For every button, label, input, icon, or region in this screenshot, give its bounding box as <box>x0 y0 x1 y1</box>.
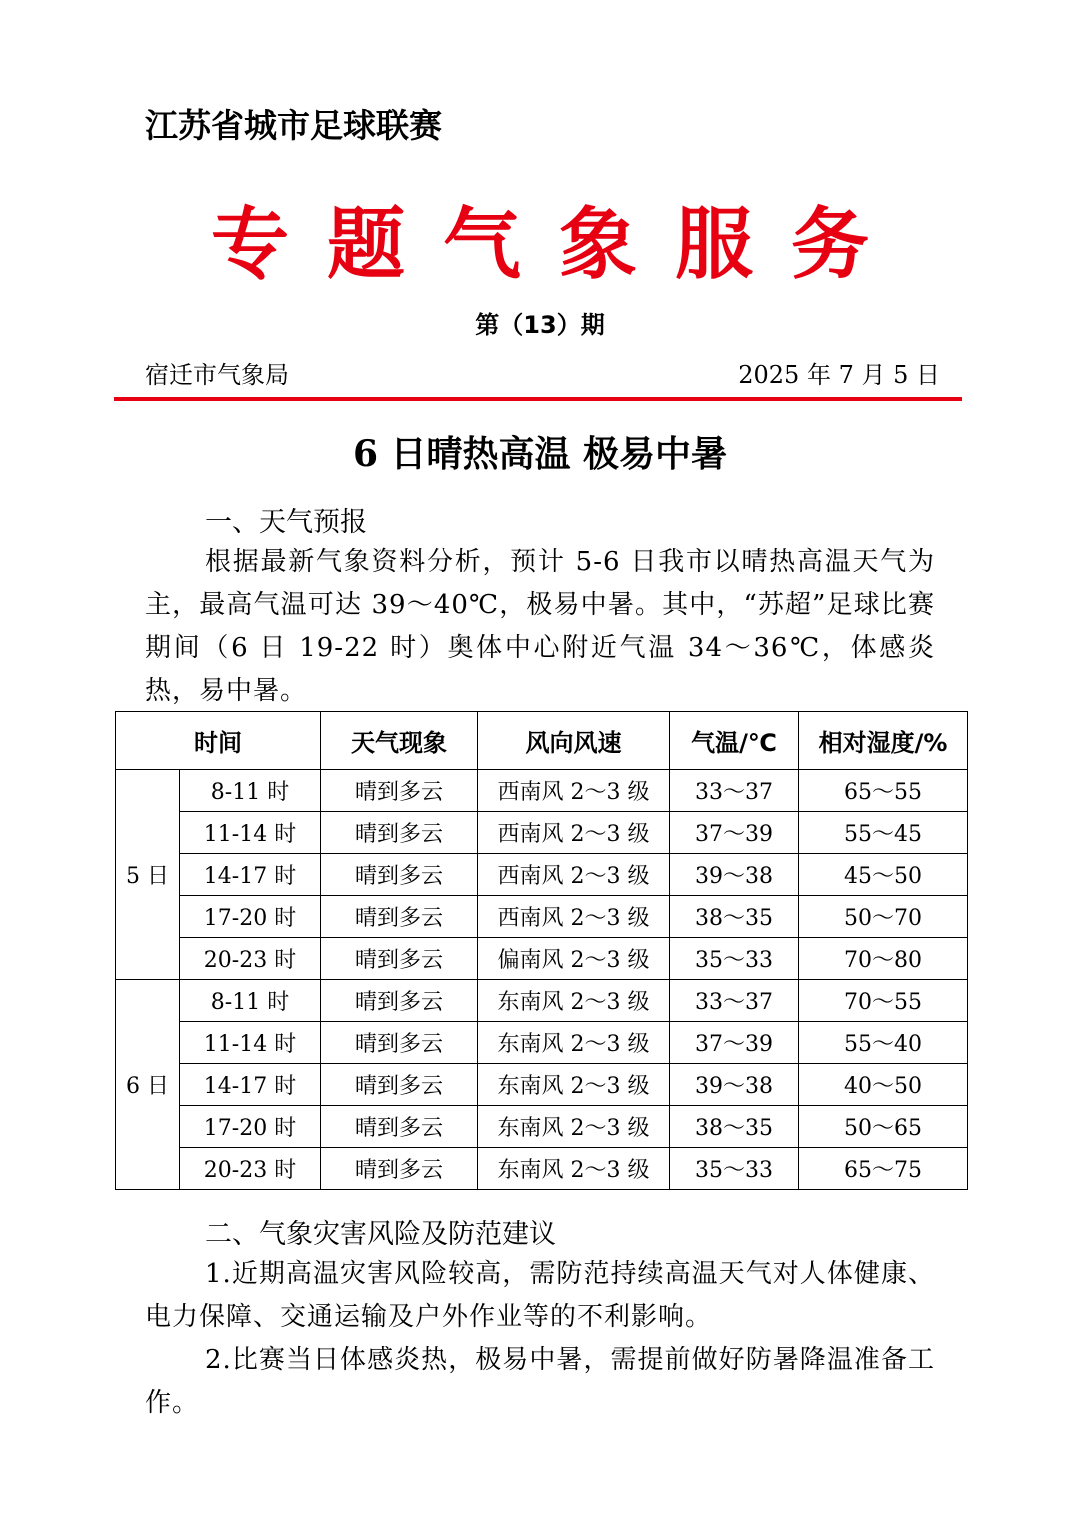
humidity-cell: 50～70 <box>799 896 968 938</box>
temperature-cell: 35～33 <box>670 1148 799 1190</box>
table-row <box>116 1022 968 1064</box>
issue-number: 第（13）期 <box>475 311 605 339</box>
humidity-cell: 70～55 <box>799 980 968 1022</box>
humidity-cell: 55～40 <box>799 1022 968 1064</box>
weather-cell: 晴到多云 <box>321 812 478 854</box>
weather-cell: 晴到多云 <box>321 896 478 938</box>
section-heading-risk: 二、气象灾害风险及防范建议 <box>205 1219 556 1250</box>
table-row <box>116 770 968 812</box>
wind-cell: 东南风 2～3 级 <box>478 1106 670 1148</box>
advice-item-2: 2.比赛当日体感炎热，极易中暑，需提前做好防暑降温准备工作。 <box>145 1345 935 1418</box>
temperature-cell: 37～39 <box>670 1022 799 1064</box>
temperature-cell: 39～38 <box>670 854 799 896</box>
weather-cell: 晴到多云 <box>321 854 478 896</box>
humidity-cell: 40～50 <box>799 1064 968 1106</box>
table-row <box>116 980 968 1022</box>
section-heading-forecast: 一、天气预报 <box>205 507 367 538</box>
temperature-cell: 39～38 <box>670 1064 799 1106</box>
humidity-cell: 70～80 <box>799 938 968 980</box>
weather-cell: 晴到多云 <box>321 1022 478 1064</box>
day-cell: 6 日 <box>116 980 180 1190</box>
wind-cell: 东南风 2～3 级 <box>478 1064 670 1106</box>
table-header-row <box>116 712 968 770</box>
temperature-cell: 33～37 <box>670 980 799 1022</box>
table-row <box>116 854 968 896</box>
document-title: 6 日晴热高温 极易中暑 <box>352 433 728 475</box>
forecast-table <box>115 711 968 1190</box>
wind-cell: 东南风 2～3 级 <box>478 980 670 1022</box>
time-cell: 14-17 时 <box>180 1064 321 1106</box>
weather-cell: 晴到多云 <box>321 1064 478 1106</box>
issue-date: 2025 年 7 月 5 日 <box>738 361 940 389</box>
league-name: 江苏省城市足球联赛 <box>145 106 442 145</box>
table-row <box>116 1148 968 1190</box>
temperature-cell: 35～33 <box>670 938 799 980</box>
time-cell: 8-11 时 <box>180 770 321 812</box>
issuing-bureau: 宿迁市气象局 <box>145 361 289 389</box>
wind-cell: 偏南风 2～3 级 <box>478 938 670 980</box>
table-row <box>116 896 968 938</box>
wind-cell: 东南风 2～3 级 <box>478 1022 670 1064</box>
time-cell: 14-17 时 <box>180 854 321 896</box>
weather-cell: 晴到多云 <box>321 1148 478 1190</box>
temperature-cell: 37～39 <box>670 812 799 854</box>
advice-item-1: 1.近期高温灾害风险较高，需防范持续高温天气对人体健康、电力保障、交通运输及户外作业等的不利影响。 <box>145 1259 935 1332</box>
header-temperature: 气温/℃ <box>670 712 799 770</box>
header-weather: 天气现象 <box>321 712 478 770</box>
temperature-cell: 38～35 <box>670 1106 799 1148</box>
table-row <box>116 938 968 980</box>
time-cell: 11-14 时 <box>180 1022 321 1064</box>
temperature-cell: 38～35 <box>670 896 799 938</box>
humidity-cell: 45～50 <box>799 854 968 896</box>
header-divider <box>114 397 962 401</box>
bulletin-headline: 专题气象服务 <box>210 200 907 290</box>
weather-cell: 晴到多云 <box>321 980 478 1022</box>
table-row <box>116 812 968 854</box>
day-cell: 5 日 <box>116 770 180 980</box>
wind-cell: 西南风 2～3 级 <box>478 854 670 896</box>
forecast-paragraph: 根据最新气象资料分析，预计 5-6 日我市以晴热高温天气为主，最高气温可达 39～40℃，极易中暑。其中，“苏超”足球比赛期间（6 日 19-22 时）奥体中心附近气温 34～36℃，体感炎热，易中暑。 <box>145 547 935 706</box>
time-cell: 17-20 时 <box>180 1106 321 1148</box>
humidity-cell: 65～55 <box>799 770 968 812</box>
weather-cell: 晴到多云 <box>321 938 478 980</box>
wind-cell: 西南风 2～3 级 <box>478 770 670 812</box>
time-cell: 20-23 时 <box>180 938 321 980</box>
header-time: 时间 <box>116 712 321 770</box>
temperature-cell: 33～37 <box>670 770 799 812</box>
wind-cell: 东南风 2～3 级 <box>478 1148 670 1190</box>
table-row <box>116 1106 968 1148</box>
time-cell: 11-14 时 <box>180 812 321 854</box>
weather-cell: 晴到多云 <box>321 1106 478 1148</box>
humidity-cell: 50～65 <box>799 1106 968 1148</box>
header-wind: 风向风速 <box>478 712 670 770</box>
humidity-cell: 65～75 <box>799 1148 968 1190</box>
time-cell: 20-23 时 <box>180 1148 321 1190</box>
wind-cell: 西南风 2～3 级 <box>478 896 670 938</box>
humidity-cell: 55～45 <box>799 812 968 854</box>
header-humidity: 相对湿度/% <box>799 712 968 770</box>
time-cell: 17-20 时 <box>180 896 321 938</box>
wind-cell: 西南风 2～3 级 <box>478 812 670 854</box>
weather-cell: 晴到多云 <box>321 770 478 812</box>
table-row <box>116 1064 968 1106</box>
time-cell: 8-11 时 <box>180 980 321 1022</box>
